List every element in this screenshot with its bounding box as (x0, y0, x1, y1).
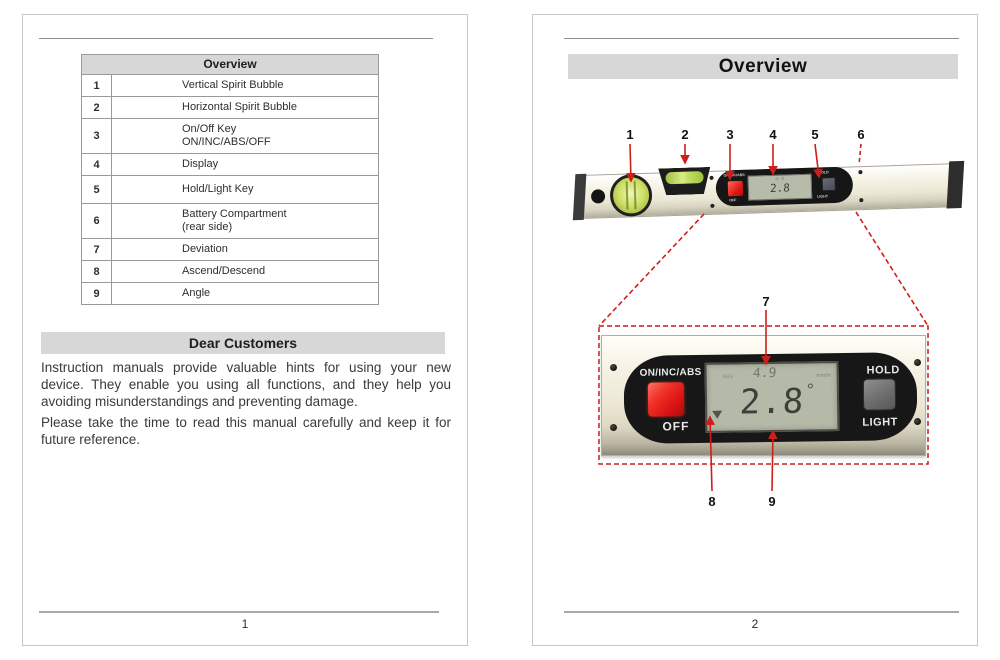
mini-onoff-button (728, 181, 743, 196)
callout-6: 6 (857, 127, 865, 142)
holdlight-button (863, 378, 896, 410)
row-label: Horizontal Spirit Bubble (112, 97, 379, 119)
row-number: 2 (82, 97, 112, 119)
paragraph: Instruction manuals provide valuable hints for using your new device. They enable you using all functions, and they help you avoiding misunderstandings and preventing damage. (41, 360, 451, 409)
page2-footer-rule (564, 611, 959, 613)
callout-8: 8 (708, 494, 716, 509)
row-number: 1 (82, 75, 112, 97)
lcd-angle-value: 2.8 (738, 381, 806, 423)
row-label: Battery Compartment (rear side) (112, 204, 379, 239)
row-number: 6 (82, 204, 112, 239)
callout-9: 9 (768, 494, 776, 509)
row-label: Deviation (112, 239, 379, 261)
oninc-abs-label: ON/INC/ABS (639, 366, 702, 379)
lcd-deviation-value: 4.9 (752, 365, 777, 382)
table-row (82, 261, 379, 283)
control-panel (715, 166, 853, 206)
callout-1: 1 (626, 127, 634, 142)
table-row (82, 283, 379, 305)
callout-2: 2 (681, 127, 689, 142)
screw (610, 364, 617, 371)
lcd-mode-indicator: ABS (722, 373, 734, 380)
table-row (82, 176, 379, 204)
lcd-display (705, 361, 840, 433)
horizontal-spirit-bubble (665, 171, 703, 184)
callout-3: 3 (726, 127, 734, 142)
mini-lcd-value: 2.8 (769, 181, 791, 196)
control-panel-detail (623, 352, 917, 444)
off-label: OFF (662, 419, 690, 434)
row-number: 7 (82, 239, 112, 261)
descend-arrow-icon (712, 411, 722, 419)
page1-top-rule (39, 38, 433, 39)
row-label: On/Off Key ON/INC/ABS/OFF (112, 119, 379, 154)
mini-display (748, 174, 813, 201)
bubble-stripe (634, 181, 637, 209)
mini-light-label: LIGHT (817, 194, 829, 199)
row-label: Hold/Light Key (112, 176, 379, 204)
panel-detail-photo (601, 335, 926, 456)
light-label: LIGHT (862, 416, 898, 429)
mini-hold-label: HOLD (818, 170, 829, 175)
lcd-unit-label: mm/m (816, 372, 831, 379)
paragraph: Please take the time to read this manual carefully and keep it for future reference. (41, 415, 451, 447)
screw (914, 418, 921, 425)
spirit-level-body (568, 153, 972, 230)
page2-overview-heading: Overview (568, 54, 958, 79)
overview-table (81, 54, 379, 305)
row-label: Vertical Spirit Bubble (112, 75, 379, 97)
onoff-button (648, 382, 684, 416)
row-number: 8 (82, 261, 112, 283)
row-label: Display (112, 154, 379, 176)
hold-label: HOLD (866, 364, 900, 377)
table-header-row (82, 55, 379, 75)
manual-page-1 (22, 14, 468, 646)
callout-annotations (533, 15, 979, 645)
row-label: Angle (112, 283, 379, 305)
mini-off-label: OFF (729, 198, 737, 203)
callout-5: 5 (811, 127, 819, 142)
dear-customers-text (41, 359, 451, 448)
page2-top-rule (564, 38, 959, 39)
table-row (82, 154, 379, 176)
manual-page-2 (532, 14, 978, 646)
table-row (82, 119, 379, 154)
row-number: 3 (82, 119, 112, 154)
mini-oninc-label: ON/INC/ABS (723, 172, 745, 178)
dear-customers-heading: Dear Customers (41, 332, 445, 354)
table-row (82, 97, 379, 119)
degree-symbol (808, 383, 813, 388)
row-number: 4 (82, 154, 112, 176)
mini-lcd-secondary: 4.9 (775, 176, 785, 183)
page1-number: 1 (241, 617, 249, 631)
level-end-cap-right (947, 161, 965, 209)
screw (914, 359, 921, 366)
row-number: 5 (82, 176, 112, 204)
table-row (82, 239, 379, 261)
table-row (82, 75, 379, 97)
row-label: Ascend/Descend (112, 261, 379, 283)
overview-table-title: Overview (82, 55, 379, 75)
callout-7: 7 (762, 294, 770, 309)
table-row (82, 204, 379, 239)
callout-4: 4 (769, 127, 777, 142)
spirit-level-photo (569, 159, 971, 231)
row-number: 9 (82, 283, 112, 305)
screw (610, 424, 617, 431)
bubble-stripe (626, 181, 629, 209)
page2-number: 2 (751, 617, 759, 631)
mini-holdlight-button (822, 177, 836, 191)
page1-footer-rule (39, 611, 439, 613)
